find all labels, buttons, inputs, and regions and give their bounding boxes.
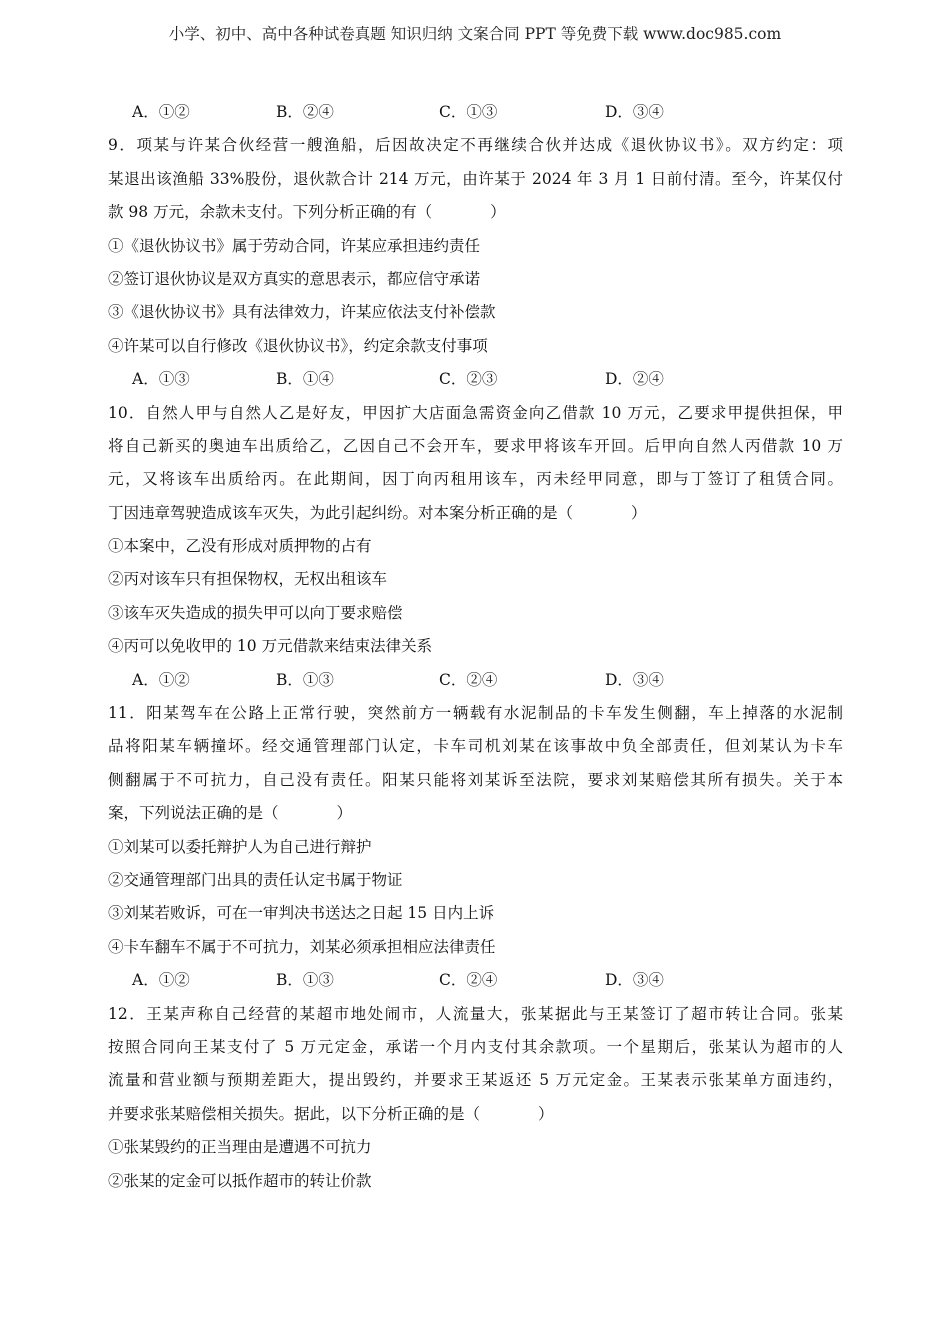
- statement: ③该车灭失造成的损失甲可以向丁要求赔偿: [108, 603, 403, 622]
- stem-text: 款 98 万元，余款未支付。下列分析正确的有（: [108, 203, 433, 222]
- statement: ④许某可以自行修改《退伙协议书》，约定余款支付事项: [108, 336, 488, 355]
- question-stem-line: [108, 1098, 843, 1131]
- statement: ②丙对该车只有担保物权，无权出租该车: [108, 570, 388, 589]
- statement: ①刘某可以委托辩护人为自己进行辩护: [108, 837, 372, 856]
- statement: ①《退伙协议书》属于劳动合同，许某应承担违约责任: [108, 236, 481, 255]
- option-d: D．③④: [605, 670, 664, 689]
- question-stem-line: 按照合同向王某支付了 5 万元定金，承诺一个月内支付其余款项。一个星期后，张某认为超市的人: [108, 1037, 843, 1056]
- stem-text: 并要求张某赔偿相关损失。据此，以下分析正确的是（: [108, 1104, 481, 1123]
- question-stem-line: [108, 497, 843, 530]
- question-9: [108, 129, 843, 396]
- bracket-close: ）: [631, 503, 647, 522]
- stem-text: 丁因违章驾驶造成该车灭失，为此引起纠纷。对本案分析正确的是（: [108, 503, 574, 522]
- option-a: A．①③: [132, 370, 190, 389]
- statement: ②张某的定金可以抵作超市的转让价款: [108, 1171, 372, 1190]
- statement: ④丙可以免收甲的 10 万元借款来结束法律关系: [108, 637, 433, 656]
- statement: ④卡车翻车不属于不可抗力，刘某必须承担相应法律责任: [108, 937, 496, 956]
- option-d: D．③④: [605, 971, 664, 990]
- question-stem-line: 11．阳某驾车在公路上正常行驶，突然前方一辆载有水泥制品的卡车发生侧翻，车上掉落的水泥制: [108, 704, 843, 723]
- question-stem-line: 某退出该渔船 33%股份，退伙款合计 214 万元，由许某于 2024 年 3 月 1 日前付清。至今，许某仅付: [108, 169, 843, 188]
- statement: ③《退伙协议书》具有法律效力，许某应依法支付补偿款: [108, 303, 496, 322]
- statement: ①张某毁约的正当理由是遭遇不可抗力: [108, 1138, 372, 1157]
- statement: ①本案中，乙没有形成对质押物的占有: [108, 537, 372, 556]
- question-10: [108, 397, 843, 698]
- page-header: 小学、初中、高中各种试卷真题 知识归纳 文案合同 PPT 等免费下载 www.doc985.com: [168, 25, 782, 43]
- question-12: [108, 998, 843, 1198]
- page-content: [108, 96, 843, 1198]
- option-c: C．②④: [439, 670, 498, 689]
- option-d: D．③④: [605, 103, 664, 121]
- question-stem-line: [108, 196, 843, 229]
- statement: ②交通管理部门出具的责任认定书属于物证: [108, 870, 403, 889]
- question-stem-line: 12．王某声称自己经营的某超市地处闹市，人流量大，张某据此与王某签订了超市转让合同。张某: [108, 1004, 843, 1023]
- question-stem-line: 将自己新买的奥迪车出质给乙，乙因自己不会开车，要求甲将该车开回。后甲向自然人丙借款 10 万: [108, 436, 843, 455]
- bracket-close: ）: [336, 804, 353, 823]
- question-stem-line: 元，又将该车出质给丙。在此期间，因丁向丙租用该车，丙未经甲同意，即与丁签订了租赁合同。: [108, 470, 843, 489]
- statement: ③刘某若败诉，可在一审判决书送达之日起 15 日内上诉: [108, 904, 495, 923]
- option-c: C．②③: [439, 370, 498, 389]
- question-stem-line: 流量和营业额与预期差距大，提出毁约，并要求王某返还 5 万元定金。王某表示张某单方面违约，: [108, 1071, 844, 1090]
- question-stem-line: 9．项某与许某合伙经营一艘渔船，后因故决定不再继续合伙并达成《退伙协议书》。双方约定：项: [108, 136, 843, 155]
- option-b: B．①③: [276, 971, 334, 990]
- question-11: [108, 697, 843, 998]
- bracket-close: ）: [538, 1104, 554, 1123]
- prev-question-options: [108, 96, 843, 129]
- answer-options: [108, 964, 843, 997]
- question-stem-line: [108, 797, 843, 830]
- statement: ②签订退伙协议是双方真实的意思表示，都应信守承诺: [108, 269, 481, 288]
- question-stem-line: 品将阳某车辆撞坏。经交通管理部门认定，卡车司机刘某在该事故中负全部责任，但刘某认为卡车: [108, 737, 843, 756]
- option-b: B．①③: [276, 670, 334, 689]
- stem-text: 案，下列说法正确的是（: [108, 804, 279, 823]
- option-b: B．①④: [276, 370, 334, 389]
- option-a: A．①②: [132, 103, 190, 121]
- bracket-close: ）: [490, 203, 506, 222]
- question-stem-line: 10．自然人甲与自然人乙是好友，甲因扩大店面急需资金向乙借款 10 万元，乙要求甲提供担保，甲: [108, 403, 843, 422]
- option-c: C．①③: [439, 103, 498, 121]
- answer-options: [108, 664, 843, 697]
- option-b: B．②④: [276, 103, 334, 121]
- question-stem-line: 侧翻属于不可抗力，自己没有责任。阳某只能将刘某诉至法院，要求刘某赔偿其所有损失。关于本: [108, 770, 843, 789]
- option-a: A．①②: [132, 670, 190, 689]
- option-d: D．②④: [605, 370, 664, 389]
- option-a: A．①②: [132, 971, 190, 990]
- option-c: C．②④: [439, 971, 498, 990]
- answer-options: [108, 363, 843, 396]
